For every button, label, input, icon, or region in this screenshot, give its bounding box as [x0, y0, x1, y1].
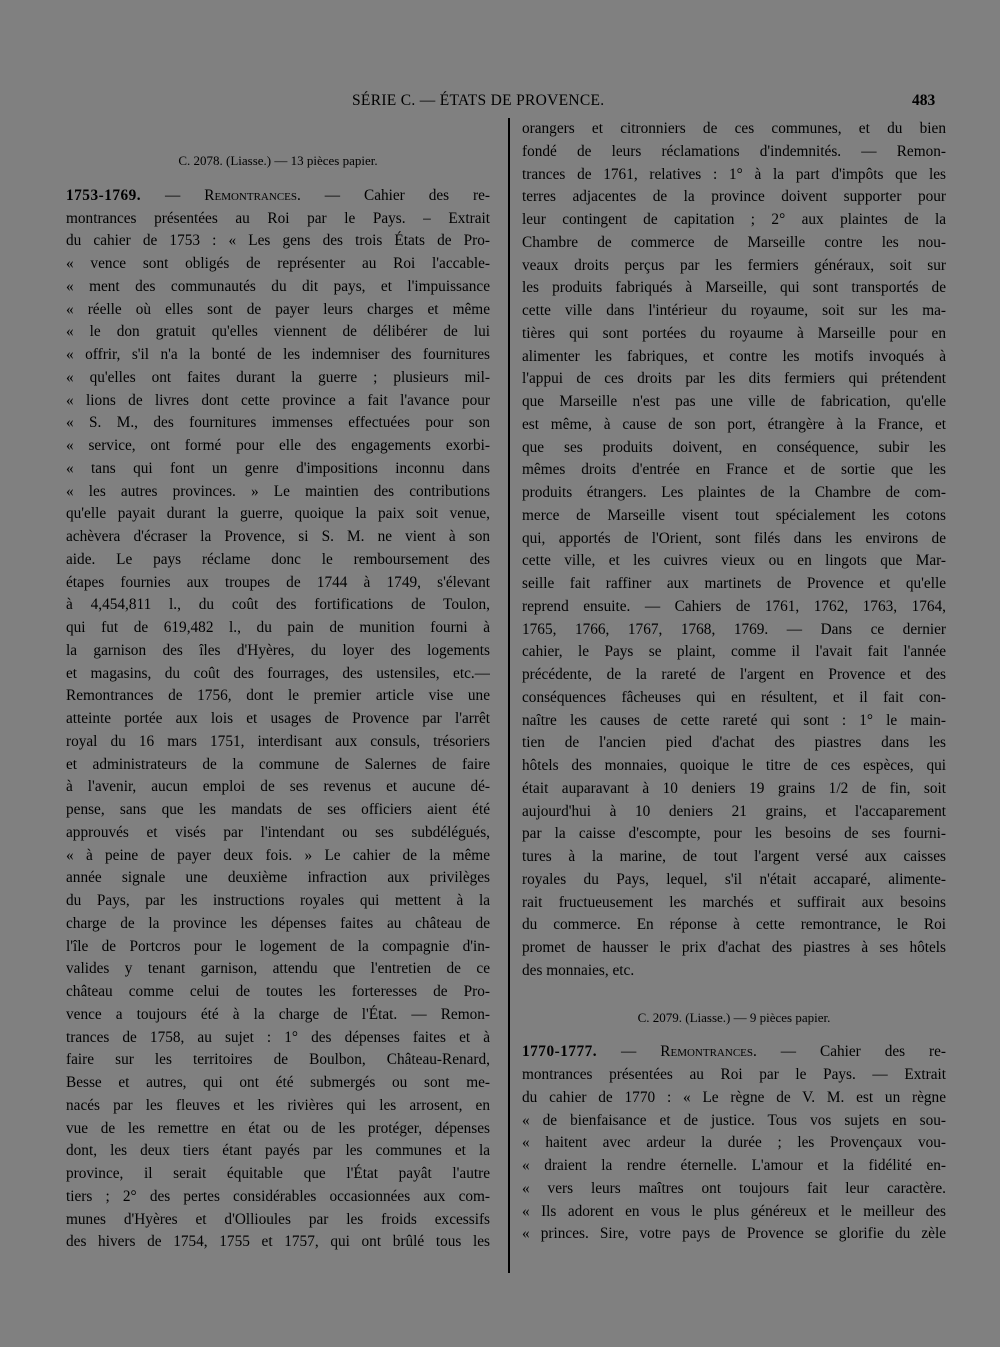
left-text-body — [66, 208, 490, 1255]
text-line: à l'avenir, aucun emploi de ses revenus et aucune dé- — [66, 778, 490, 796]
text-line: la garnison des îles d'Hyères, du loyer des logements — [66, 641, 490, 659]
entry-rubric: Remontrances. — [660, 1043, 757, 1061]
text-line: tières qui sont portées du royaume à Marseille pour en — [522, 324, 946, 342]
text-line: hôtels des monnaies, quoique le titre de ces espèces, qui — [522, 757, 946, 774]
text-line: montrances présentées au Roi par le Pays. – Extrait — [66, 209, 490, 227]
entry-rubric: Remontrances. — [204, 186, 301, 204]
text-line: et magasins, du coût des fourrages, des ustensiles, etc.— — [66, 664, 490, 682]
text-line: l'appui de ces droits par les dits fermiers qui prétendent — [522, 370, 946, 388]
text-line: conséquences fâcheuses qui en résultent, et il fait con- — [522, 688, 946, 706]
text-line: mêmes droits d'entrée en France et de sortie que les — [522, 461, 946, 479]
text-line: « lions de livres dont cette province a fait l'avance pour — [66, 391, 490, 409]
text-line: précédente, de la rareté de l'argent en Provence et des — [522, 666, 946, 683]
text-line: « Ils adorent en vous le plus généreux et le meilleur des — [522, 1202, 946, 1220]
text-line: tiers ; 2° des pertes considérables occasionnées aux com- — [66, 1187, 490, 1205]
text-line: rait fructueusement les marchés et suffirait aux besoins — [522, 893, 946, 911]
text-line: promet de hausser le prix d'achat des piastres à ses hôtels — [522, 939, 946, 956]
archive-reference: C. 2078. (Liasse.) — 13 pièces papier. — [178, 153, 378, 168]
text-line: achèvera d'écraser la Provence, si S. M. ne vient à son — [66, 528, 490, 545]
heading-dash: — — [597, 1043, 661, 1061]
text-line: valides y tenant garnison, attendu que l'entretien de ce — [66, 960, 490, 978]
text-line: pense, sans que les mandats de ses officiers aient été — [66, 801, 490, 818]
text-line: « les autres provinces. » Le maintien des contributions — [66, 482, 490, 500]
text-line: veaux droits perçus par les fermiers généraux, soit sur — [522, 256, 946, 274]
text-line: merce de Marseille visent tout spécialement les cotons — [522, 506, 946, 524]
text-line: alimenter les fabriques, et contre les motifs invoqués à — [522, 347, 946, 365]
text-line: aujourd'hui à 10 deniers 21 grains, et l'accaparement — [522, 802, 946, 820]
right-column — [522, 118, 946, 1246]
spacer — [522, 983, 946, 1007]
running-title: SÉRIE C. — ÉTATS DE PROVENCE. — [352, 92, 605, 109]
text-line: vue de les remettre en état ou de les protéger, dépenses — [66, 1119, 490, 1137]
heading-rest: — Cahier des re- — [756, 1043, 946, 1061]
text-line: année signale une deuxième infraction aux privilèges — [66, 869, 490, 887]
text-line: « haitent avec ardeur la durée ; les Provençaux vou- — [522, 1134, 946, 1152]
text-line: tien de l'ancien pied d'achat des piastres dans les — [522, 734, 946, 752]
text-line: charge de la province les dépenses faites au château de — [66, 914, 490, 932]
text-line: seille fait raffiner aux martinets de Provence et qu'elle — [522, 575, 946, 592]
text-line: dont, les deux tiers étant payés par les communes et la — [66, 1142, 490, 1160]
text-line: « de bienfaisance et de justice. Tous vos sujets en sou- — [522, 1111, 946, 1129]
text-line: « vers leurs maîtres ont toujours fait leur caractère. — [522, 1179, 946, 1197]
text-line: « princes. Sire, votre pays de Provence se glorifie du zèle — [522, 1225, 946, 1243]
text-line: qui, apportés de l'Orient, sont filés dans les environs de — [522, 529, 946, 547]
heading-dash: — — [141, 186, 205, 204]
text-line: royales du Pays, lequel, s'il n'était accaparé, alimente- — [522, 870, 946, 888]
text-line: « offrir, s'il n'a la bonté de les indemniser des fournitures — [66, 346, 490, 363]
text-line: atteinte portée aux lois et usages de Provence par l'arrêt — [66, 710, 490, 727]
archive-reference: C. 2079. (Liasse.) — 9 pièces papier. — [637, 1009, 831, 1025]
text-line: « à peine de payer deux fois. » Le cahier de la même — [66, 846, 490, 864]
text-line: « draient la rendre éternelle. L'amour et la fidélité en- — [522, 1157, 946, 1174]
text-line: cahier, le Pays se plaint, comme il l'avait fait l'année — [522, 643, 946, 661]
spacer — [522, 1029, 946, 1041]
text-line: montrances présentées au Roi par le Pays. — Extrait — [522, 1066, 946, 1083]
page-number: 483 — [912, 92, 936, 109]
text-line: fondé de leurs réclamations d'indemnités. — Remon- — [522, 142, 946, 160]
text-line: cette ville dans l'intérieur du royaume, soit sur les ma- — [522, 302, 946, 319]
text-line: était auparavant à 10 deniers 19 grains 1/2 de fin, soit — [522, 779, 946, 797]
text-line: aide. Le pays réclame donc le remboursement des — [66, 550, 490, 568]
text-line: château comme celui de toutes les forteresses de Pro- — [66, 983, 490, 1000]
text-line: à 4,454,811 l., du coût des fortifications de Toulon, — [66, 596, 490, 614]
text-line: des monnaies, etc. — [522, 961, 635, 979]
left-column — [66, 150, 490, 1254]
text-line: des hivers de 1754, 1755 et 1757, qui ont brûlé tous les — [66, 1233, 490, 1251]
text-line: l'île de Portcros pour le logement de la compagnie d'in- — [66, 937, 490, 955]
entry-dates: 1770-1777. — [522, 1043, 598, 1061]
heading-rest: — Cahier des re- — [300, 186, 490, 204]
text-line: du Pays, par les instructions royales qui mettent à la — [66, 892, 490, 909]
text-line: « qu'elles ont faites durant la guerre ; plusieurs mil- — [66, 368, 490, 386]
text-line: vence a toujours été à la charge de l'État. — Remon- — [66, 1005, 490, 1023]
text-line: 1765, 1766, 1767, 1768, 1769. — Dans ce dernier — [522, 620, 946, 638]
text-line: et administrateurs de la commune de Salernes de faire — [66, 755, 490, 773]
text-line: « ment des communautés du dit pays, et l'impuissance — [66, 277, 490, 295]
text-line: Besse et autres, qui ont été submergés ou sont me- — [66, 1074, 490, 1091]
text-line: « tans qui font un genre d'impositions inconnu dans — [66, 459, 490, 477]
text-line: est même, à cause de son port, étrangère à la France, et — [522, 415, 946, 433]
text-line: qu'elle payait durant la guerre, quoique la paix soit venue, — [66, 505, 490, 523]
text-line: « vence sont obligés de représenter au Roi l'accable- — [66, 255, 490, 272]
text-line: du cahier de 1770 : « Le règne de V. M. est un règne — [522, 1088, 946, 1106]
spacer — [66, 173, 490, 185]
text-line: trances de 1758, au sujet : 1° des dépenses faites et à — [66, 1028, 490, 1046]
text-line: trances de 1761, relatives : 1° à la part d'impôts que les — [522, 165, 946, 183]
text-line: approuvés et visés par l'intendant ou ses subdélégués, — [66, 823, 490, 841]
text-line: orangers et citronniers de ces communes, et du bien — [522, 120, 946, 137]
text-line: que Marseille n'est pas une ville de fabrication, qu'elle — [522, 393, 946, 410]
text-line: nacés par les fleuves et les rivières qui les arrosent, en — [66, 1096, 490, 1114]
right-text-body-2 — [522, 1064, 946, 1246]
text-line: terres adjacentes de la province doivent supporter pour — [522, 188, 946, 206]
text-line: royal du 16 mars 1751, interdisant aux consuls, trésoriers — [66, 732, 490, 750]
text-line: reprend ensuite. — Cahiers de 1761, 1762, 1763, 1764, — [522, 597, 946, 615]
column-divider — [508, 118, 510, 1273]
text-line: étapes fournies aux troupes de 1744 à 1749, s'élevant — [66, 573, 490, 591]
text-line: leur contingent de capitation ; 2° aux plaintes de la — [522, 211, 946, 228]
text-line: les produits fabriqués à Marseille, qui sont transportés de — [522, 279, 946, 297]
text-line: par la caisse d'escompte, pour les besoins de ses fourni- — [522, 825, 946, 843]
text-line: produits étrangers. Les plaintes de la Chambre de com- — [522, 484, 946, 501]
entry-dates: 1753-1769. — [66, 186, 142, 204]
text-line: « réelle où elles sont de payer leurs charges et même — [66, 300, 490, 318]
text-line: province, il serait équitable que l'État payât l'autre — [66, 1165, 490, 1182]
text-line: « service, ont formé pour elle des engagements exorbi- — [66, 437, 490, 454]
text-line: Remontrances de 1756, dont le premier article vise une — [66, 687, 490, 705]
text-line: munes d'Hyères et d'Ollioules par les froids excessifs — [66, 1210, 490, 1228]
text-line: naître les causes de cette rareté qui sont : 1° le main- — [522, 711, 946, 729]
text-line: tures à la marine, de tout l'argent versé aux caisses — [522, 848, 946, 865]
text-line: cette ville, et les cuivres vieux ou en lingots que Mar- — [522, 552, 946, 570]
right-text-body — [522, 118, 946, 983]
text-line: du cahier de 1753 : « Les gens des trois États de Pro- — [66, 232, 490, 250]
entry-heading-line — [522, 1041, 946, 1064]
text-line: Chambre de commerce de Marseille contre les nou- — [522, 233, 946, 251]
text-line: faire sur les territoires de Boulbon, Château-Renard, — [66, 1051, 490, 1069]
text-line: que ses produits doivent, en conséquence, subir les — [522, 438, 946, 456]
text-line: « S. M., des fournitures immenses effectuées pour son — [66, 414, 490, 432]
entry-heading-line — [66, 185, 490, 208]
text-line: qui fut de 619,482 l., du pain de munition fourni à — [66, 619, 490, 636]
text-line: du commerce. En réponse à cette remontrance, le Roi — [522, 916, 946, 934]
text-line: « le don gratuit qu'elles viennent de délibérer de lui — [66, 323, 490, 341]
